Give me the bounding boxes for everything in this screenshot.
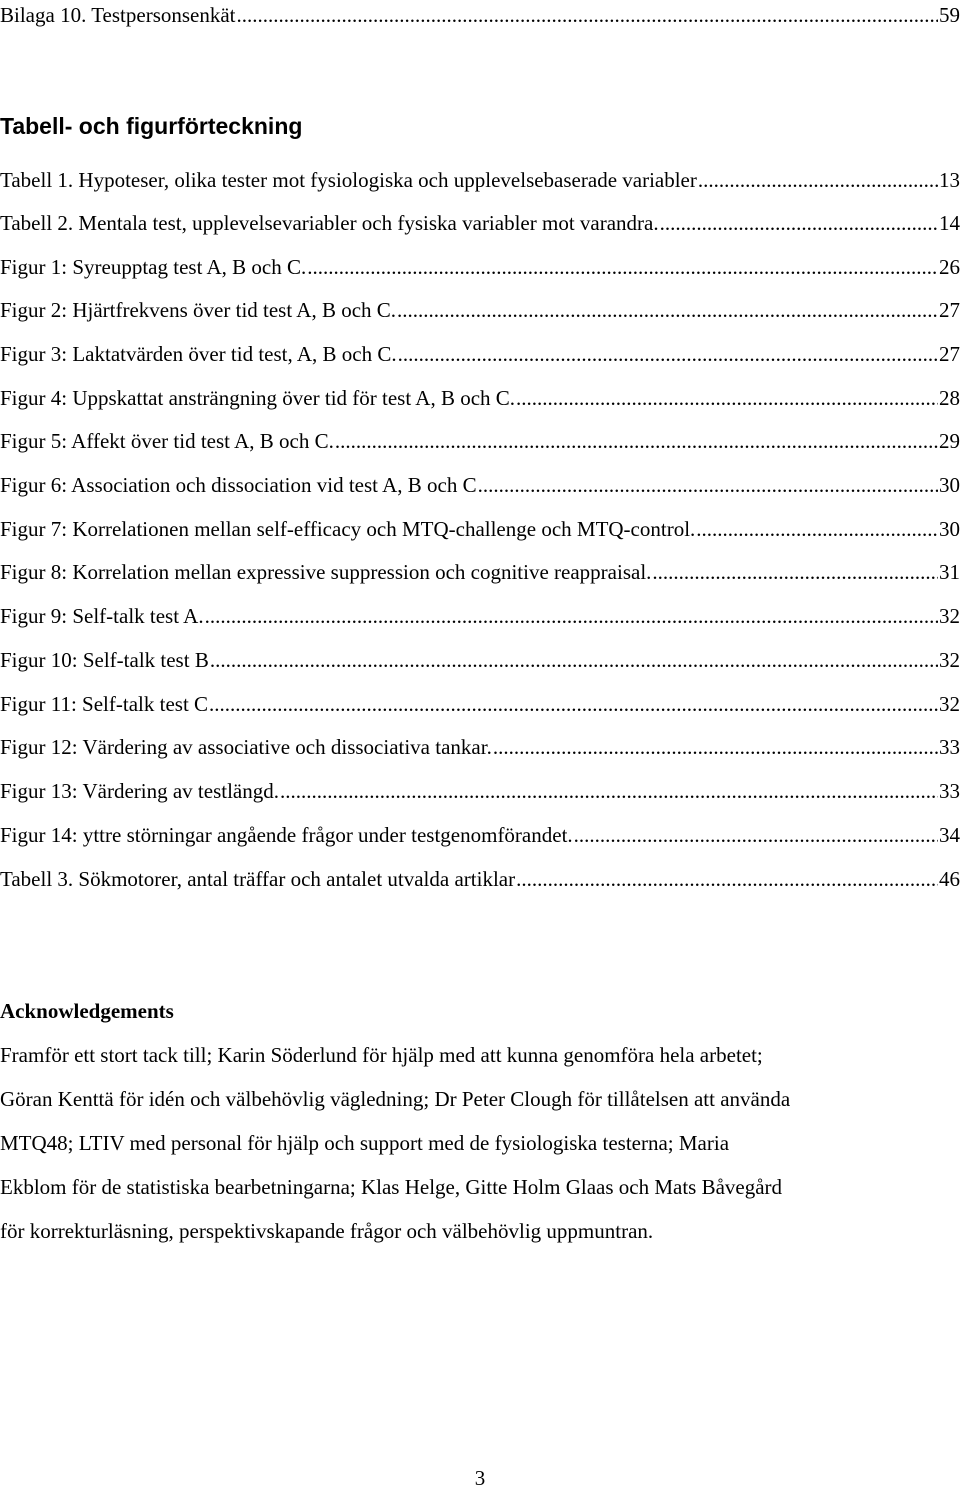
toc-entry[interactable] [0,252,960,282]
toc-entry-page: 33 [939,735,960,759]
toc-leader-dots [335,426,938,456]
toc-entry[interactable] [0,165,960,195]
toc-entry-page: 27 [939,298,960,322]
toc-entry[interactable] [0,776,960,806]
toc-leader-dots [209,689,938,719]
toc-entry[interactable] [0,383,960,413]
toc-leader-dots [516,864,938,894]
toc-entry-page: 32 [939,692,960,716]
toc-leader-dots [398,339,938,369]
toc-entry-page: 26 [939,255,960,279]
toc-entry-label: Tabell 1. Hypoteser, olika tester mot fysiologiska och upplevelsebaserade variabler [0,168,697,192]
toc-entry-page: 13 [939,168,960,192]
toc-entry-bilaga-10[interactable] [0,0,960,30]
acknowledgements-line: Ekblom för de statistiska bearbetningarna; Klas Helge, Gitte Holm Glaas och Mats Båvegård [0,1175,783,1199]
toc-entry[interactable] [0,514,960,544]
acknowledgements-line: Göran Kenttä för idén och välbehövlig vägledning; Dr Peter Clough för tillåtelsen att använda [0,1087,791,1111]
toc-entry-label: Figur 8: Korrelation mellan expressive suppression och cognitive reappraisal. [0,560,652,584]
toc-entry[interactable] [0,208,960,238]
toc-entry-label: Bilaga 10. Testpersonsenkät [0,3,236,27]
toc-entry-page: 28 [939,386,960,410]
toc-entry-label: Figur 6: Association och dissociation vid test A, B och C [0,473,477,497]
toc-entry-page: 14 [939,211,960,235]
toc-entry[interactable] [0,426,960,456]
toc-entry-page: 29 [939,429,960,453]
toc-entry-page: 30 [939,517,960,541]
toc-entry-label: Tabell 2. Mentala test, upplevelsevariabler och fysiska variabler mot varandra. [0,211,659,235]
toc-leader-dots [516,383,938,413]
acknowledgements-line: Framför ett stort tack till; Karin Söderlund för hjälp med att kunna genomföra hela arbetet; [0,1043,763,1067]
toc-leader-dots [478,470,938,500]
toc-entry-page: 59 [939,3,960,27]
toc-entry-label: Figur 7: Korrelationen mellan self-efficacy och MTQ-challenge och MTQ-control. [0,517,696,541]
toc-leader-dots [307,252,938,282]
toc-entry-page: 33 [939,779,960,803]
acknowledgements-line: MTQ48; LTIV med personal för hjälp och support med de fysiologiska testerna; Maria [0,1131,730,1155]
toc-entry[interactable] [0,689,960,719]
toc-entry-label: Figur 3: Laktatvärden över tid test, A, B och C. [0,342,397,366]
toc-entry[interactable] [0,557,960,587]
toc-entry-page: 32 [939,604,960,628]
toc-leader-dots [397,295,938,325]
toc-entry[interactable] [0,295,960,325]
toc-leader-dots [574,820,938,850]
toc-leader-dots [652,557,938,587]
toc-entry-label: Figur 10: Self-talk test B [0,648,209,672]
toc-leader-dots [660,208,938,238]
toc-entry[interactable] [0,339,960,369]
toc-entry-page: 31 [939,560,960,584]
acknowledgements-line: för korrekturläsning, perspektivskapande frågor och välbehövlig uppmuntran. [0,1219,654,1243]
toc-entry-page: 27 [939,342,960,366]
toc-entry-label: Tabell 3. Sökmotorer, antal träffar och antalet utvalda artiklar [0,867,516,891]
toc-entry-label: Figur 12: Värdering av associative och dissociativa tankar. [0,735,492,759]
toc-entry-label: Figur 9: Self-talk test A. [0,604,204,628]
toc-entry[interactable] [0,732,960,762]
toc-entry-page: 30 [939,473,960,497]
toc-entry-label: Figur 2: Hjärtfrekvens över tid test A, B och C. [0,298,397,322]
toc-entry-page: 34 [939,823,960,847]
toc-entry[interactable] [0,820,960,850]
section-heading-tabell-figur: Tabell- och figurförteckning [0,113,303,139]
toc-entry-label: Figur 5: Affekt över tid test A, B och C. [0,429,334,453]
toc-entry-page: 46 [939,867,960,891]
toc-entry[interactable] [0,601,960,631]
toc-entry-page: 32 [939,648,960,672]
acknowledgements-heading: Acknowledgements [0,999,174,1023]
toc-entry-label: Figur 4: Uppskattat ansträngning över tid för test A, B och C. [0,386,516,410]
toc-leader-dots [698,165,938,195]
toc-leader-dots [210,645,938,675]
toc-entry[interactable] [0,864,960,894]
toc-leader-dots [493,732,938,762]
toc-leader-dots [205,601,938,631]
toc-entry[interactable] [0,645,960,675]
toc-entry[interactable] [0,470,960,500]
toc-entry-label: Figur 1: Syreupptag test A, B och C. [0,255,307,279]
toc-leader-dots [696,514,938,544]
toc-entry-label: Figur 13: Värdering av testlängd. [0,779,279,803]
toc-entry-label: Figur 14: yttre störningar angående frågor under testgenomförandet. [0,823,573,847]
toc-leader-dots [237,0,938,30]
page-number: 3 [474,1466,486,1490]
toc-entry-label: Figur 11: Self-talk test C [0,692,209,716]
toc-leader-dots [280,776,938,806]
